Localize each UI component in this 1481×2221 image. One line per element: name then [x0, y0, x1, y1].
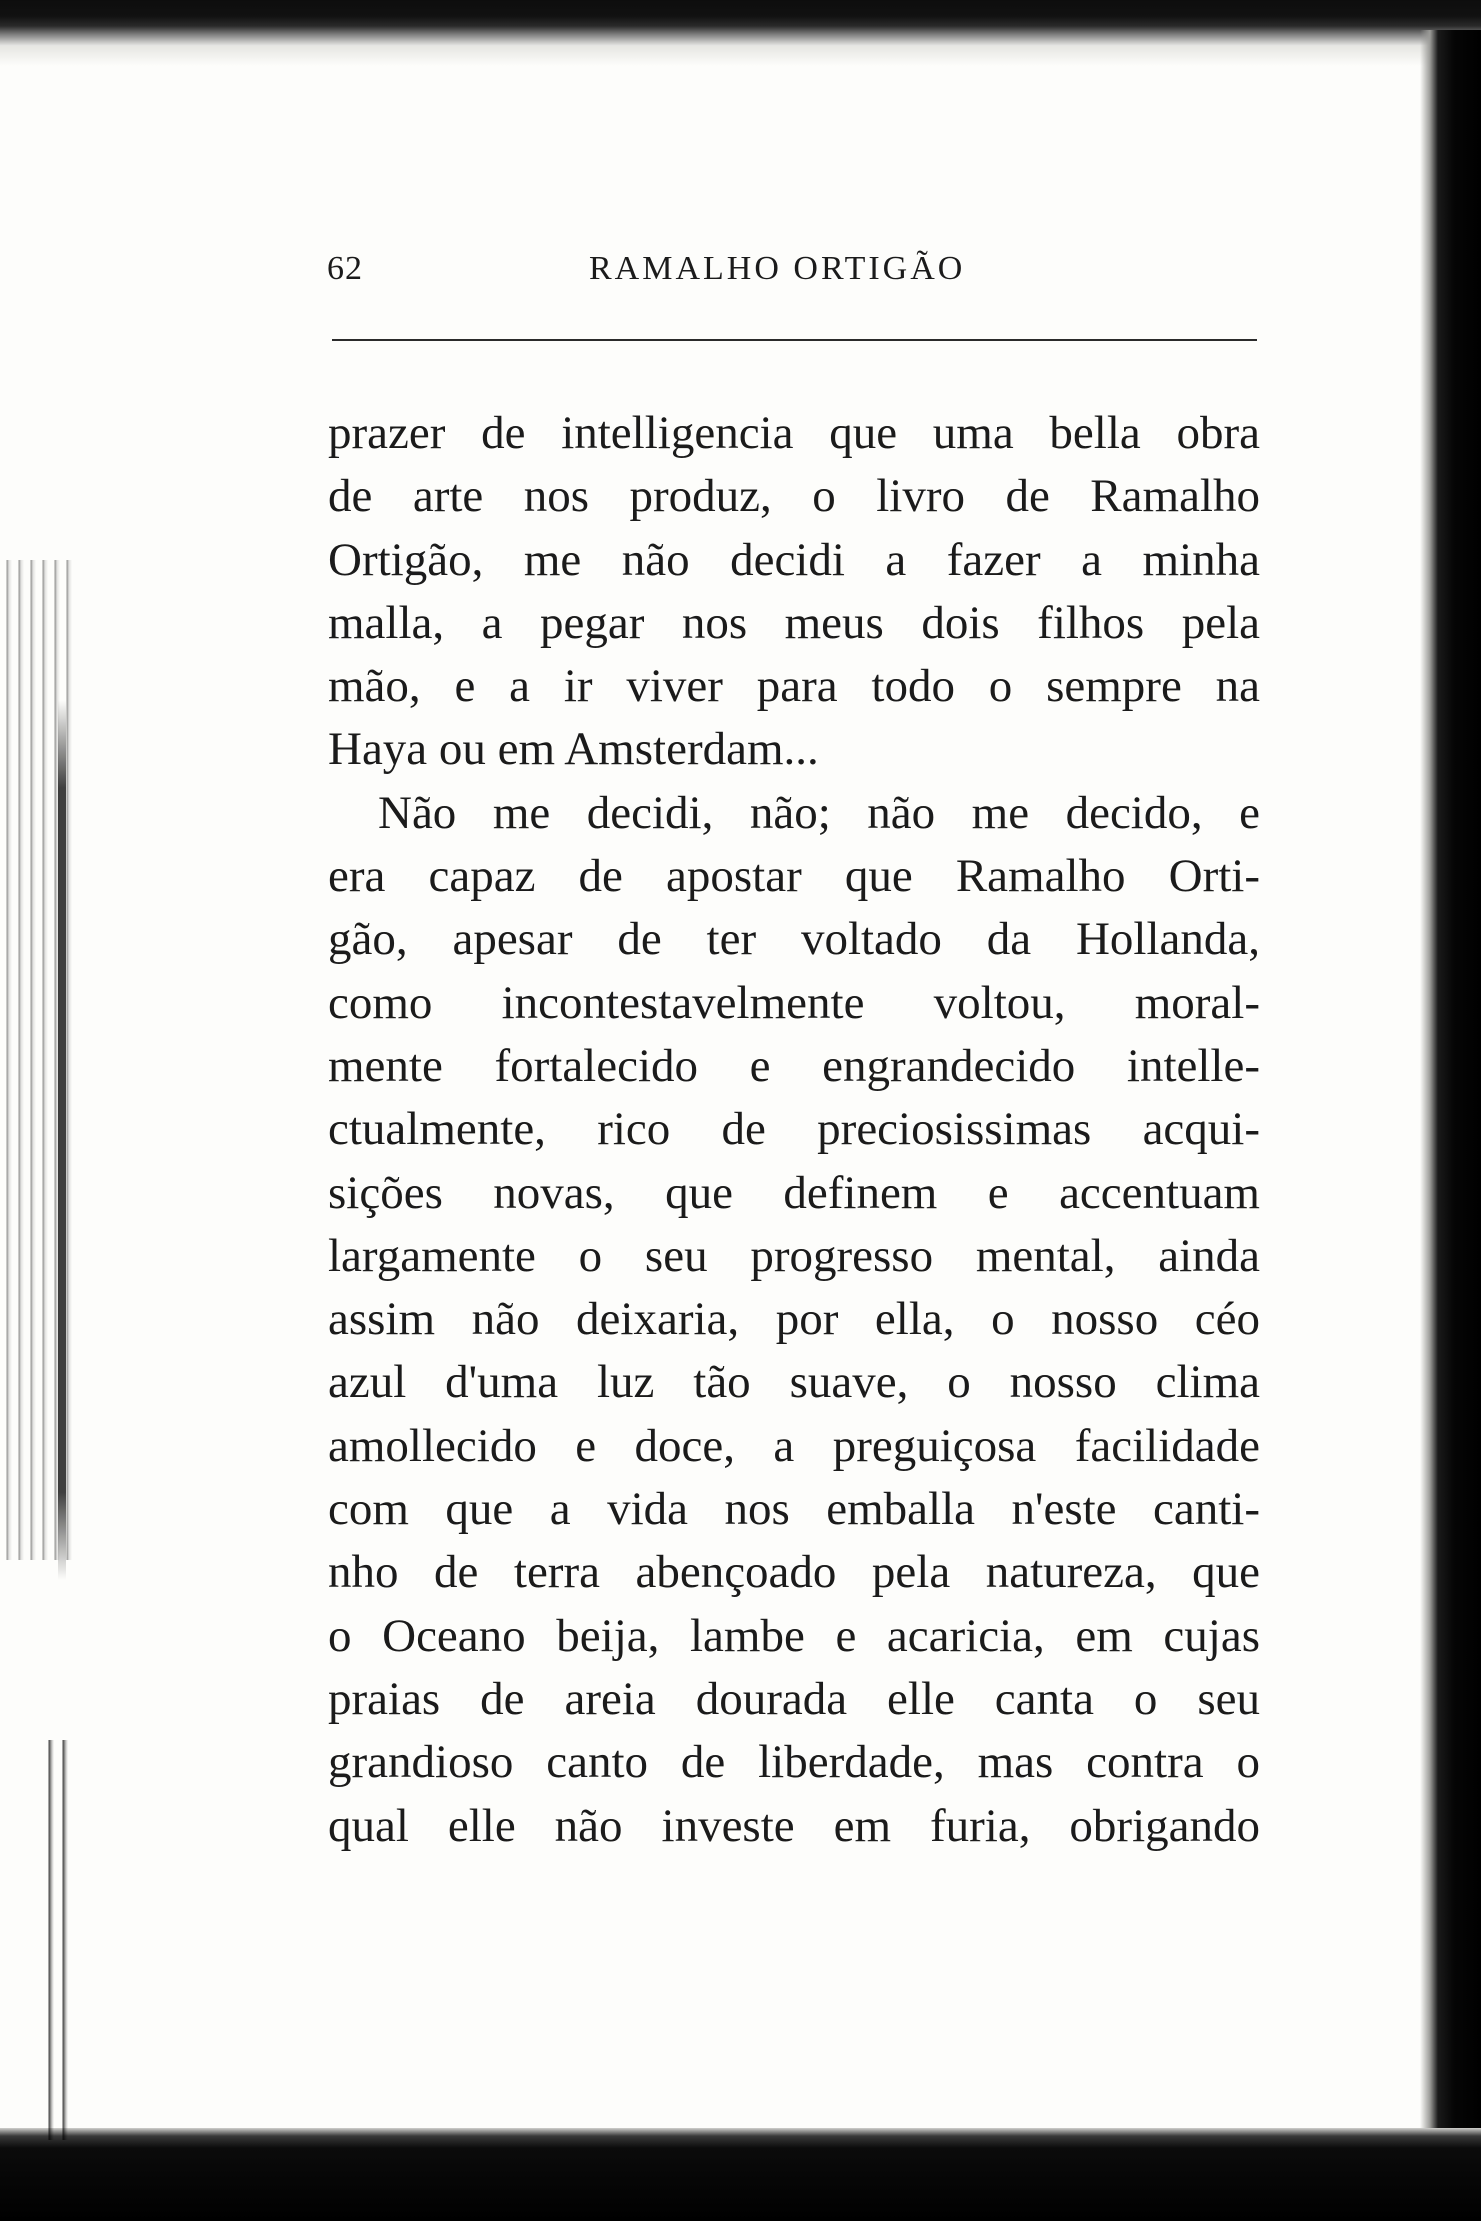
- text-line: Ortigão, me não decidi a fazer a minha: [328, 533, 1260, 586]
- header-rule: [332, 339, 1257, 341]
- text-line: era capaz de apostar que Ramalho Orti-: [328, 850, 1260, 903]
- body-text: [328, 402, 1260, 1858]
- text-line: malla, a pegar nos meus dois filhos pela: [328, 596, 1260, 649]
- text-line: grandioso canto de liberdade, mas contra o: [328, 1736, 1260, 1789]
- text-line: nho de terra abençoado pela natureza, que: [328, 1546, 1260, 1599]
- scan-edge-top-shadow: [0, 46, 1481, 66]
- paragraph-end-line: Haya ou em Amsterdam...: [328, 723, 819, 776]
- text-line: como incontestavelmente voltou, moral-: [328, 976, 1260, 1029]
- text-line: praias de areia dourada elle canta o seu: [328, 1672, 1260, 1725]
- text-line: assim não deixaria, por ella, o nosso céo: [328, 1293, 1260, 1346]
- scan-edge-bottom: [0, 2128, 1481, 2221]
- binding-line-left: [58, 700, 66, 1580]
- paragraph-start-line: Não me decidi, não; não me decido, e: [378, 786, 1260, 839]
- text-line: gão, apesar de ter voltado da Hollanda,: [328, 913, 1260, 966]
- running-head: [327, 250, 1257, 300]
- text-line: o Oceano beija, lambe e acaricia, em cujas: [328, 1609, 1260, 1662]
- text-line: de arte nos produz, o livro de Ramalho: [328, 470, 1260, 523]
- running-title: RAMALHO ORTIGÃO: [589, 250, 966, 287]
- text-line: azul d'uma luz tão suave, o nosso clima: [328, 1356, 1260, 1409]
- text-line: amollecido e doce, a preguiçosa facilidade: [328, 1419, 1260, 1472]
- text-line: qual elle não investe em furia, obrigando: [328, 1799, 1260, 1852]
- page-number: 62: [327, 250, 363, 287]
- text-line: ctualmente, rico de preciosissimas acqui-: [328, 1103, 1260, 1156]
- scan-edge-right: [1420, 30, 1481, 2140]
- text-line: sições novas, que definem e accentuam: [328, 1166, 1260, 1219]
- text-line: largamente o seu progresso mental, ainda: [328, 1229, 1260, 1282]
- text-line: com que a vida nos emballa n'este canti-: [328, 1483, 1260, 1536]
- text-line: prazer de intelligencia que uma bella obra: [328, 407, 1260, 459]
- binding-shadow-left-lower: [40, 1740, 74, 2140]
- scan-edge-top: [0, 0, 1481, 46]
- text-line: mão, e a ir viver para todo o sempre na: [328, 660, 1260, 713]
- text-line: mente fortalecido e engrandecido intelle-: [328, 1039, 1260, 1092]
